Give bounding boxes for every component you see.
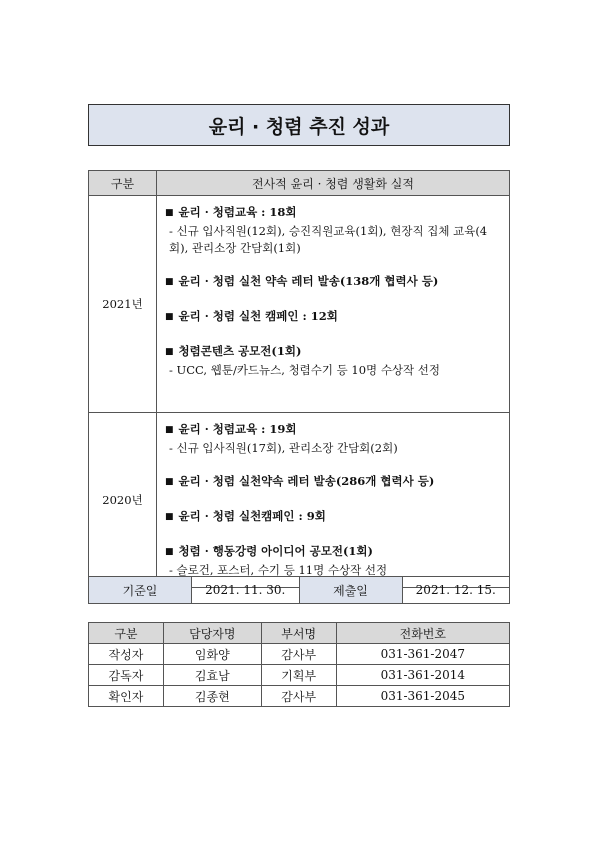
list-item [165,308,501,327]
staff-role: 감독자 [89,665,164,686]
year-cell: 2020년 [89,413,157,588]
header-performance: 전사적 윤리 · 청렴 생활화 실적 [157,171,510,196]
list-item [165,204,501,257]
square-bullet-icon: ■ [165,312,174,322]
header-category: 구분 [89,171,157,196]
item-detail: - 신규 입사직원(12회), 승진직원교육(1회), 현장직 집체 교육(4회), 관리소장 간담회(1회) [169,224,488,255]
performance-table [88,170,510,588]
staff-header-row [89,623,510,644]
item-detail: - UCC, 웹툰/카드뉴스, 청렴수기 등 10명 수상작 선정 [169,363,441,377]
item-title: 윤리 · 청렴 실천약속 레터 발송(286개 협력사 등) [178,474,435,488]
square-bullet-icon: ■ [165,208,174,218]
item-title: 윤리 · 청렴교육 : 18회 [178,205,297,219]
year-cell: 2021년 [89,196,157,413]
item-title: 윤리 · 청렴 실천 약속 레터 발송(138개 협력사 등) [178,274,439,288]
list-item [165,421,501,457]
page-title: 윤리 · 청렴 추진 성과 [88,104,510,146]
list-item [165,273,501,292]
table-row [89,686,510,707]
content-cell [157,413,510,588]
table-header-row [89,171,510,196]
submit-date-value: 2021. 12. 15. [402,577,510,604]
submit-date-label: 제출일 [299,577,402,604]
staff-header-category: 구분 [89,623,164,644]
item-detail: - 슬로건, 포스터, 수기 등 11명 수상작 선정 [169,563,388,577]
staff-role: 작성자 [89,644,164,665]
staff-header-dept: 부서명 [261,623,336,644]
list-item [165,543,501,579]
staff-phone: 031-361-2045 [336,686,509,707]
square-bullet-icon: ■ [165,512,174,522]
date-table [88,576,510,604]
square-bullet-icon: ■ [165,277,174,287]
staff-dept: 감사부 [261,644,336,665]
content-cell [157,196,510,413]
base-date-value: 2021. 11. 30. [192,577,300,604]
list-item [165,343,501,379]
staff-name: 임화양 [163,644,261,665]
list-item [165,508,501,527]
staff-phone: 031-361-2014 [336,665,509,686]
staff-header-name: 담당자명 [163,623,261,644]
table-row [89,665,510,686]
square-bullet-icon: ■ [165,477,174,487]
square-bullet-icon: ■ [165,547,174,557]
item-title: 청렴콘텐츠 공모전(1회) [178,344,302,358]
staff-phone: 031-361-2047 [336,644,509,665]
staff-name: 김종현 [163,686,261,707]
table-row [89,644,510,665]
staff-header-phone: 전화번호 [336,623,509,644]
item-detail: - 신규 입사직원(17회), 관리소장 간담회(2회) [169,441,398,455]
staff-table [88,622,510,707]
item-title: 윤리 · 청렴 실천 캠페인 : 12회 [178,309,338,323]
table-row-2020 [89,413,510,588]
item-title: 청렴 · 행동강령 아이디어 공모전(1회) [178,544,373,558]
base-date-label: 기준일 [89,577,192,604]
square-bullet-icon: ■ [165,347,174,357]
square-bullet-icon: ■ [165,425,174,435]
item-title: 윤리 · 청렴교육 : 19회 [178,422,297,436]
item-title: 윤리 · 청렴 실천캠페인 : 9회 [178,509,326,523]
staff-role: 확인자 [89,686,164,707]
staff-dept: 감사부 [261,686,336,707]
table-row-2021 [89,196,510,413]
staff-dept: 기획부 [261,665,336,686]
list-item [165,473,501,492]
staff-name: 김효남 [163,665,261,686]
